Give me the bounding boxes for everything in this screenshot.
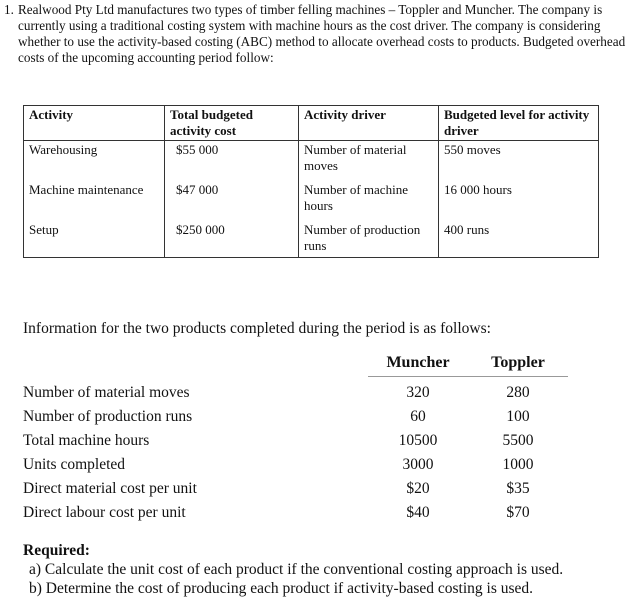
toppler-value: $35	[506, 480, 530, 497]
required-item-a: a) Calculate the unit cost of each product if the conventional costing approach is used.	[29, 561, 564, 578]
table-row	[24, 221, 599, 258]
cost-cell: $47 000	[165, 181, 299, 221]
header-blank	[23, 350, 368, 377]
level-cell: 550 moves	[439, 141, 599, 182]
header-budgeted-level: Budgeted level for activity driver	[439, 106, 599, 141]
header-activity: Activity	[24, 106, 165, 141]
toppler-value: 1000	[502, 456, 534, 473]
muncher-value: $20	[406, 480, 430, 497]
question-number: 1.	[4, 2, 14, 17]
table-row	[23, 405, 568, 429]
muncher-value: 60	[410, 408, 426, 425]
table-row	[23, 429, 568, 453]
toppler-value: 280	[506, 384, 530, 401]
activity-cell: Warehousing	[24, 141, 165, 182]
row-label: Units completed	[23, 456, 126, 473]
muncher-value: 320	[406, 384, 430, 401]
activity-cost-table	[23, 105, 599, 258]
table-row	[23, 453, 568, 477]
row-label: Total machine hours	[23, 432, 150, 449]
question-intro	[4, 2, 628, 66]
level-cell: 16 000 hours	[439, 181, 599, 221]
info-text: Information for the two products completed during the period is as follows:	[23, 320, 491, 337]
driver-cell: Number of material moves	[299, 141, 439, 182]
muncher-value: 3000	[402, 456, 434, 473]
question-text: Realwood Pty Ltd manufactures two types of timber felling machines – Toppler and Muncher. The company is currently using a traditional costing system with machine hours as the cost driver. The company is considering whether to use the activity-based costing (ABC) method to allocate overhead costs to products. Budgeted overhead costs of the upcoming accounting period follow:	[18, 2, 626, 65]
table-row	[23, 477, 568, 501]
header-activity-driver: Activity driver	[299, 106, 439, 141]
required-item-b: b) Determine the cost of producing each product if activity-based costing is used.	[29, 580, 534, 597]
driver-cell: Number of production runs	[299, 221, 439, 258]
toppler-value: $70	[506, 504, 530, 521]
header-toppler: Toppler	[468, 350, 568, 377]
required-section	[23, 541, 563, 598]
header-total-budgeted-cost: Total budgeted activity cost	[165, 106, 299, 141]
driver-cell: Number of machine hours	[299, 181, 439, 221]
table-row	[24, 181, 599, 221]
cost-cell: $250 000	[165, 221, 299, 258]
required-heading: Required:	[23, 542, 90, 559]
activity-table-header-row	[24, 106, 599, 141]
header-muncher: Muncher	[368, 350, 468, 377]
muncher-value: $40	[406, 504, 430, 521]
row-label: Number of production runs	[23, 408, 193, 425]
product-info-table	[23, 350, 568, 525]
toppler-value: 100	[506, 408, 530, 425]
level-cell: 400 runs	[439, 221, 599, 258]
cost-cell: $55 000	[165, 141, 299, 182]
row-label: Direct labour cost per unit	[23, 504, 186, 521]
activity-cell: Machine maintenance	[24, 181, 165, 221]
activity-cell: Setup	[24, 221, 165, 258]
product-table-header-row	[23, 350, 568, 377]
toppler-value: 5500	[502, 432, 534, 449]
row-label: Number of material moves	[23, 383, 190, 401]
table-row	[23, 501, 568, 525]
muncher-value: 10500	[398, 432, 438, 449]
table-row	[23, 377, 568, 406]
row-label: Direct material cost per unit	[23, 480, 197, 497]
table-row	[24, 141, 599, 182]
